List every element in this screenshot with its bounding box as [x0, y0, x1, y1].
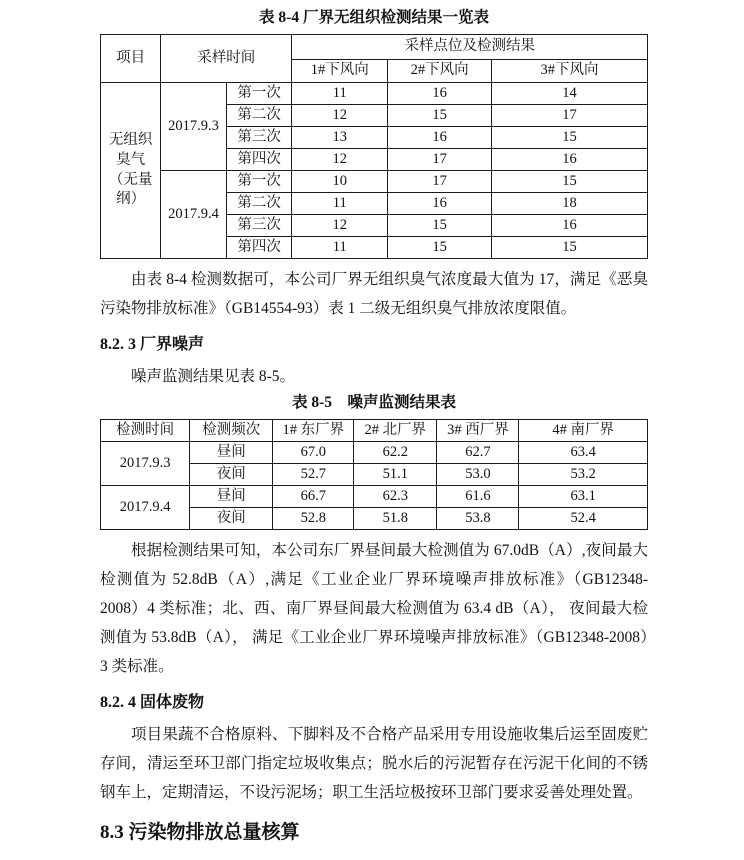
data-cell: 51.8	[354, 508, 437, 530]
table-row	[101, 171, 648, 193]
heading-8-3: 8.3 污染物排放总量核算	[100, 822, 300, 843]
data-cell: 62.3	[354, 486, 437, 508]
table-row	[101, 420, 648, 442]
seq-cell: 第二次	[226, 193, 292, 215]
data-cell: 15	[388, 215, 492, 237]
data-cell: 13	[292, 127, 388, 149]
data-cell: 15	[388, 105, 492, 127]
header-cell: 2# 北厂界	[354, 420, 437, 442]
data-cell: 16	[492, 215, 648, 237]
header-cell-point: 3#下风向	[492, 60, 648, 83]
data-cell: 53.8	[437, 508, 519, 530]
item-label-cell: 无组织臭气（无量纲）	[101, 83, 161, 259]
data-cell: 10	[292, 171, 388, 193]
data-cell: 67.0	[273, 442, 354, 464]
header-cell: 3# 西厂界	[437, 420, 519, 442]
table-8-4-title: 表 8-4 厂界无组织检测结果一览表	[259, 9, 489, 26]
table-row	[101, 83, 648, 105]
data-cell: 11	[292, 237, 388, 259]
data-cell: 16	[388, 193, 492, 215]
seq-cell: 第三次	[226, 215, 292, 237]
seq-cell: 第二次	[226, 105, 292, 127]
data-cell: 51.1	[354, 464, 437, 486]
header-cell-point: 2#下风向	[388, 60, 492, 83]
header-cell: 检测时间	[101, 420, 190, 442]
data-cell: 12	[292, 215, 388, 237]
paragraph-odor-conclusion: 由表 8-4 检测数据可，本公司厂界无组织臭气浓度最大值为 17，满足《恶臭污染物排放标准》（GB14554-93）表 1 二级无组织臭气排放浓度限值。	[100, 271, 648, 317]
data-cell: 17	[388, 149, 492, 171]
data-cell: 53.2	[519, 464, 648, 486]
table-row	[101, 442, 648, 464]
table-8-4	[100, 34, 648, 259]
header-cell: 检测频次	[190, 420, 273, 442]
data-cell: 16	[492, 149, 648, 171]
header-cell: 4# 南厂界	[519, 420, 648, 442]
data-cell: 62.7	[437, 442, 519, 464]
period-cell: 夜间	[190, 464, 273, 486]
data-cell: 62.2	[354, 442, 437, 464]
data-cell: 66.7	[273, 486, 354, 508]
table-8-5-title: 表 8-5 噪声监测结果表	[291, 394, 457, 411]
seq-cell: 第一次	[226, 83, 292, 105]
data-cell: 17	[388, 171, 492, 193]
paragraph-noise-conclusion: 根据检测结果可知，本公司东厂界昼间最大检测值为 67.0dB（A）,夜间最大检测值为 52.8dB（A）,满足《工业企业厂界环境噪声排放标准》（GB12348-2008）4 类标准；北、西、南厂界昼间最大检测值为 63.4 dB（A）， 夜间最大检测值为 53.8dB（A）， 满足《工业企业厂界环境噪声排放标准》（GB12348-2008）3 类标准。	[100, 542, 648, 675]
heading-8-2-4: 8.2. 4 固体废物	[100, 694, 205, 711]
paragraph-noise-intro: 噪声监测结果见表 8-5。	[131, 368, 296, 385]
data-cell: 12	[292, 105, 388, 127]
seq-cell: 第一次	[226, 171, 292, 193]
date-cell: 2017.9.3	[161, 83, 227, 171]
data-cell: 53.0	[437, 464, 519, 486]
data-cell: 11	[292, 193, 388, 215]
header-cell-sample-time: 采样时间	[161, 35, 292, 83]
data-cell: 63.4	[519, 442, 648, 464]
data-cell: 15	[492, 171, 648, 193]
header-cell-result-group: 采样点位及检测结果	[292, 35, 648, 60]
data-cell: 17	[492, 105, 648, 127]
table-row	[101, 486, 648, 508]
data-cell: 18	[492, 193, 648, 215]
period-cell: 夜间	[190, 508, 273, 530]
paragraph-solid-waste: 项目果蔬不合格原料、下脚料及不合格产品采用专用设施收集后运至固废贮存间，清运至环卫部门指定垃圾收集点；脱水后的污泥暂存在污泥干化间的不锈钢车上，定期清运，不设污泥场；职工生活垃极按环卫部门要求妥善处理处置。	[100, 726, 648, 801]
period-cell: 昼间	[190, 442, 273, 464]
seq-cell: 第四次	[226, 237, 292, 259]
data-cell: 15	[492, 127, 648, 149]
header-cell-point: 1#下风向	[292, 60, 388, 83]
data-cell: 16	[388, 127, 492, 149]
header-cell: 1# 东厂界	[273, 420, 354, 442]
heading-8-2-3: 8.2. 3 厂界噪声	[100, 336, 205, 353]
data-cell: 52.8	[273, 508, 354, 530]
data-cell: 16	[388, 83, 492, 105]
date-cell: 2017.9.4	[161, 171, 227, 259]
table-row	[101, 35, 648, 60]
table-8-5	[100, 419, 648, 530]
date-cell: 2017.9.4	[101, 486, 190, 530]
period-cell: 昼间	[190, 486, 273, 508]
data-cell: 15	[388, 237, 492, 259]
seq-cell: 第四次	[226, 149, 292, 171]
data-cell: 15	[492, 237, 648, 259]
data-cell: 12	[292, 149, 388, 171]
data-cell: 11	[292, 83, 388, 105]
data-cell: 63.1	[519, 486, 648, 508]
data-cell: 61.6	[437, 486, 519, 508]
data-cell: 14	[492, 83, 648, 105]
date-cell: 2017.9.3	[101, 442, 190, 486]
seq-cell: 第三次	[226, 127, 292, 149]
header-cell-item: 项目	[101, 35, 161, 83]
data-cell: 52.7	[273, 464, 354, 486]
data-cell: 52.4	[519, 508, 648, 530]
